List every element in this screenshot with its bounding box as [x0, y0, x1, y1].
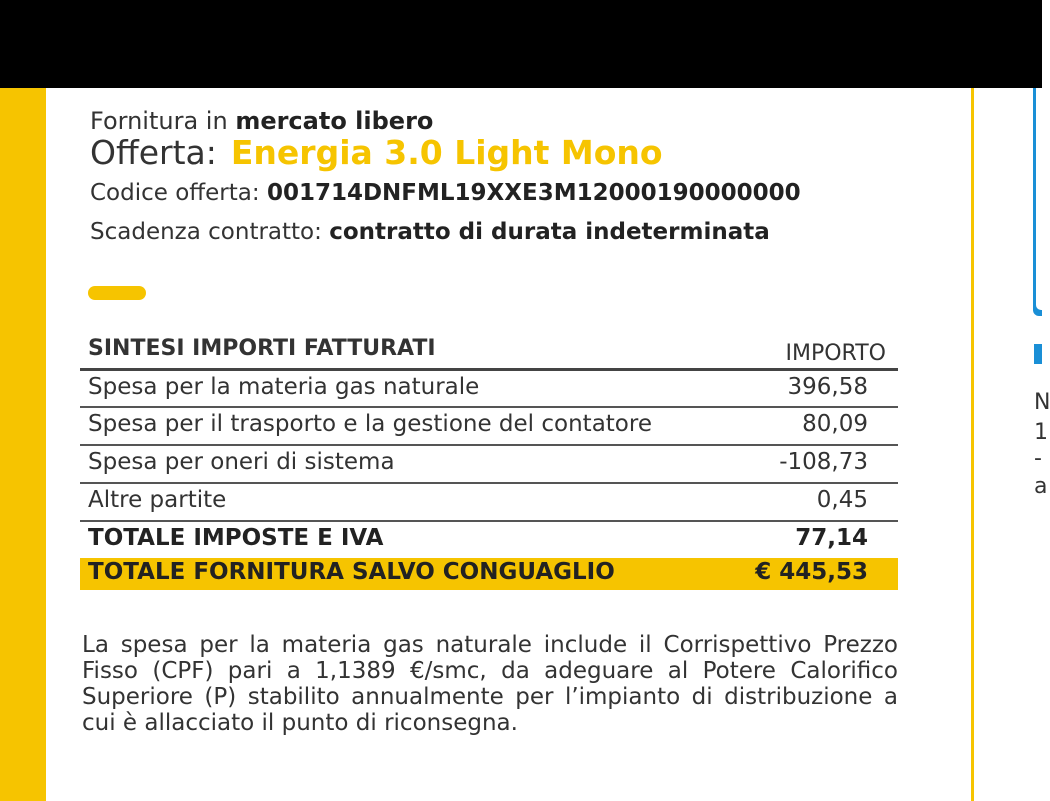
total-label: TOTALE FORNITURA SALVO CONGUAGLIO — [88, 559, 615, 585]
row-label: Spesa per la materia gas naturale — [88, 374, 480, 400]
row-amount: 80,09 — [802, 411, 868, 437]
right-text-fragment: a — [1034, 474, 1048, 499]
supply-line — [90, 106, 433, 136]
left-yellow-stripe — [0, 88, 46, 801]
row-label: TOTALE IMPOSTE E IVA — [88, 525, 384, 551]
table-row — [80, 368, 898, 406]
supply-type: mercato libero — [235, 107, 434, 135]
table-row-taxes — [80, 520, 898, 558]
table-row-total — [80, 558, 898, 590]
right-text-fragment: - — [1034, 446, 1042, 471]
row-label: Spesa per il trasporto e la gestione del contatore — [88, 411, 652, 437]
contract-expiry-value: contratto di durata indeterminata — [329, 219, 770, 245]
row-amount: 0,45 — [816, 487, 868, 513]
offer-line — [90, 134, 663, 172]
supply-prefix: Fornitura in — [90, 107, 228, 135]
table-row — [80, 406, 898, 444]
row-amount: -108,73 — [779, 449, 868, 475]
offer-code-value: 001714DNFML19XXE3M12000190000000 — [266, 180, 801, 206]
row-label: Spesa per oneri di sistema — [88, 449, 395, 475]
section-marker — [88, 286, 146, 300]
page-divider — [971, 88, 974, 801]
row-amount: 77,14 — [795, 525, 868, 551]
offer-code-line — [90, 178, 801, 208]
billing-summary-table — [80, 334, 898, 590]
top-black-bar — [0, 0, 1042, 88]
total-amount: € 445,53 — [755, 559, 868, 585]
table-row — [80, 444, 898, 482]
right-text-fragment: 1 — [1034, 420, 1048, 445]
right-text-fragment: N — [1034, 390, 1050, 415]
gas-price-note: La spesa per la materia gas naturale include il Corrispettivo Prezzo Fisso (CPF) pari a 1,1389 €/smc, da adeguare al Potere Calorifico Superiore (P) stabilito annualmente per l’impianto di distribuzione a cui è allacciato il punto di riconsegna. — [82, 632, 898, 736]
offer-name: Energia 3.0 Light Mono — [230, 133, 663, 172]
table-row — [80, 482, 898, 520]
table-title: SINTESI IMPORTI FATTURATI — [88, 336, 436, 361]
table-header — [80, 334, 898, 368]
offer-code-label: Codice offerta: — [90, 180, 260, 206]
contract-expiry-label: Scadenza contratto: — [90, 219, 322, 245]
contract-expiry-line — [90, 217, 770, 247]
amount-column-header: IMPORTO — [785, 341, 886, 366]
row-label: Altre partite — [88, 487, 227, 513]
offer-label: Offerta: — [90, 133, 217, 172]
row-amount: 396,58 — [787, 374, 868, 400]
blue-marker — [1034, 344, 1042, 364]
